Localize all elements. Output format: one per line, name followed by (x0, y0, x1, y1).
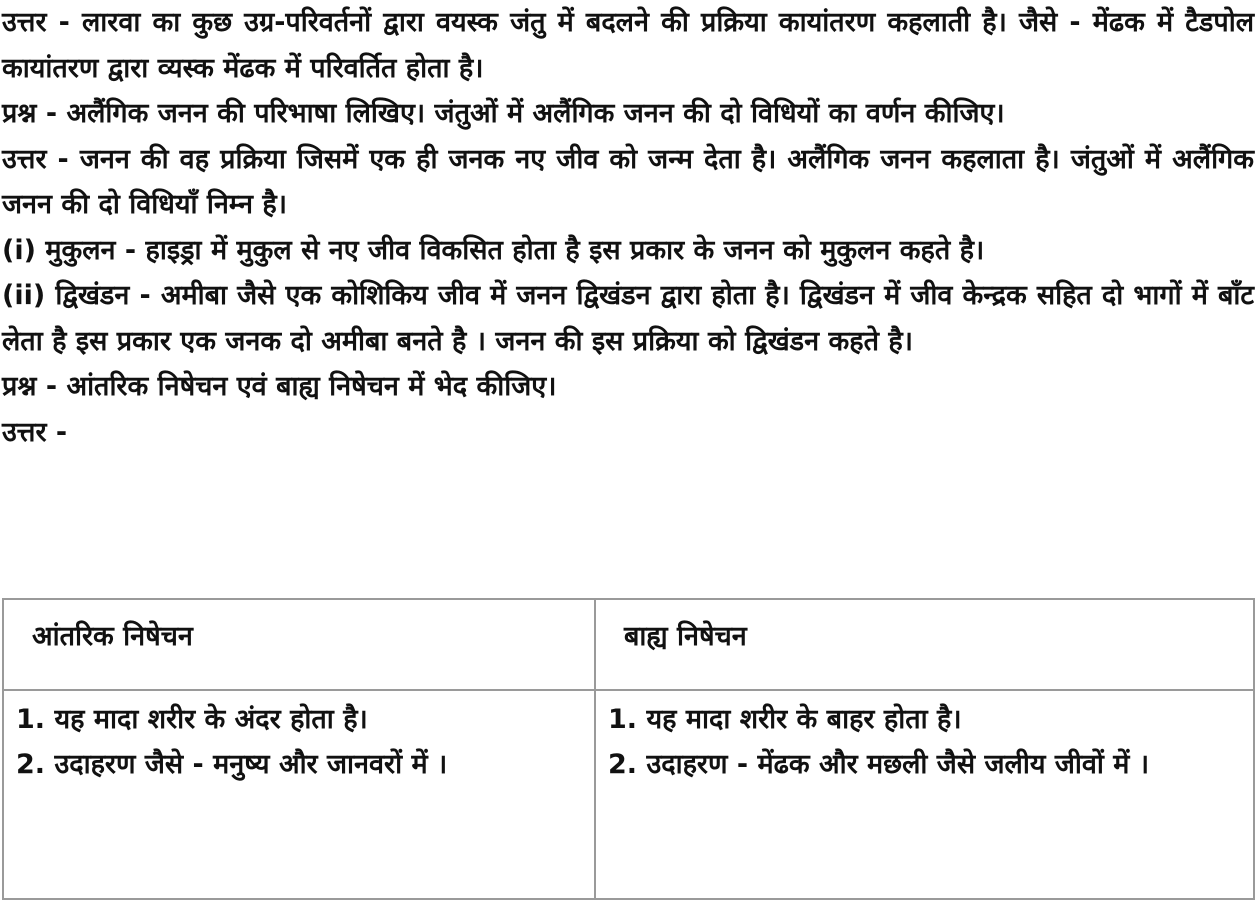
internal-point-1: 1. यह मादा शरीर के अंदर होता है। (16, 704, 368, 735)
external-point-1: 1. यह मादा शरीर के बाहर होता है। (608, 704, 962, 735)
table-header-row (3, 599, 1254, 690)
internal-fertilization-cell (3, 690, 595, 899)
header-internal-fertilization: आंतरिक निषेचन (3, 599, 595, 690)
point-budding: (i) मुकुलन - हाइड्रा में मुकुल से नए जीव विकसित होता है इस प्रकार के जनन को मुकुलन कहते है। (2, 234, 985, 266)
comparison-table (2, 598, 1255, 900)
question-asexual-reproduction: प्रश्न - अलैंगिक जनन की परिभाषा लिखिए। जंतुओं में अलैंगिक जनन की दो विधियों का वर्णन कीजिए। (2, 98, 1005, 129)
external-fertilization-cell (595, 690, 1254, 899)
answer-asexual-reproduction: उत्तर - जनन की वह प्रक्रिया जिसमें एक ही जनक नए जीव को जन्म देता है। अलैंगिक जनन कहलाता है। जंतुओं में अलैंगिक जनन की दो विधियाँ निम्न है। (2, 143, 1254, 220)
point-binary-fission: (ii) द्विखंडन - अमीबा जैसे एक कोशिकिय जीव में जनन द्विखंडन द्वारा होता है। द्विखंडन में जीव केन्द्रक सहित दो भागों में बाँट लेता है इस प्रकार एक जनक दो अमीबा बनते है । जनन की इस प्रक्रिया को द्विखंडन कहते है। (2, 280, 1254, 357)
answer-label: उत्तर - (2, 416, 68, 448)
question-fertilization: प्रश्न - आंतरिक निषेचन एवं बाह्य निषेचन में भेद कीजिए। (2, 371, 557, 402)
text-block (2, 0, 1254, 455)
header-external-fertilization: बाह्य निषेचन (595, 599, 1254, 690)
internal-point-2: 2. उदाहरण जैसे - मनुष्य और जानवरों में । (16, 749, 448, 780)
table-row (3, 690, 1254, 899)
answer-metamorphosis: उत्तर - लारवा का कुछ उग्र-परिवर्तनों द्वारा वयस्क जंतु में बदलने की प्रक्रिया कायांतरण कहलाती है। जैसे - मेंढक में टैडपोल कायांतरण द्वारा व्यस्क मेंढक में परिवर्तित होता है। (2, 7, 1254, 84)
external-point-2: 2. उदाहरण - मेंढक और मछली जैसे जलीय जीवों में । (608, 749, 1150, 780)
